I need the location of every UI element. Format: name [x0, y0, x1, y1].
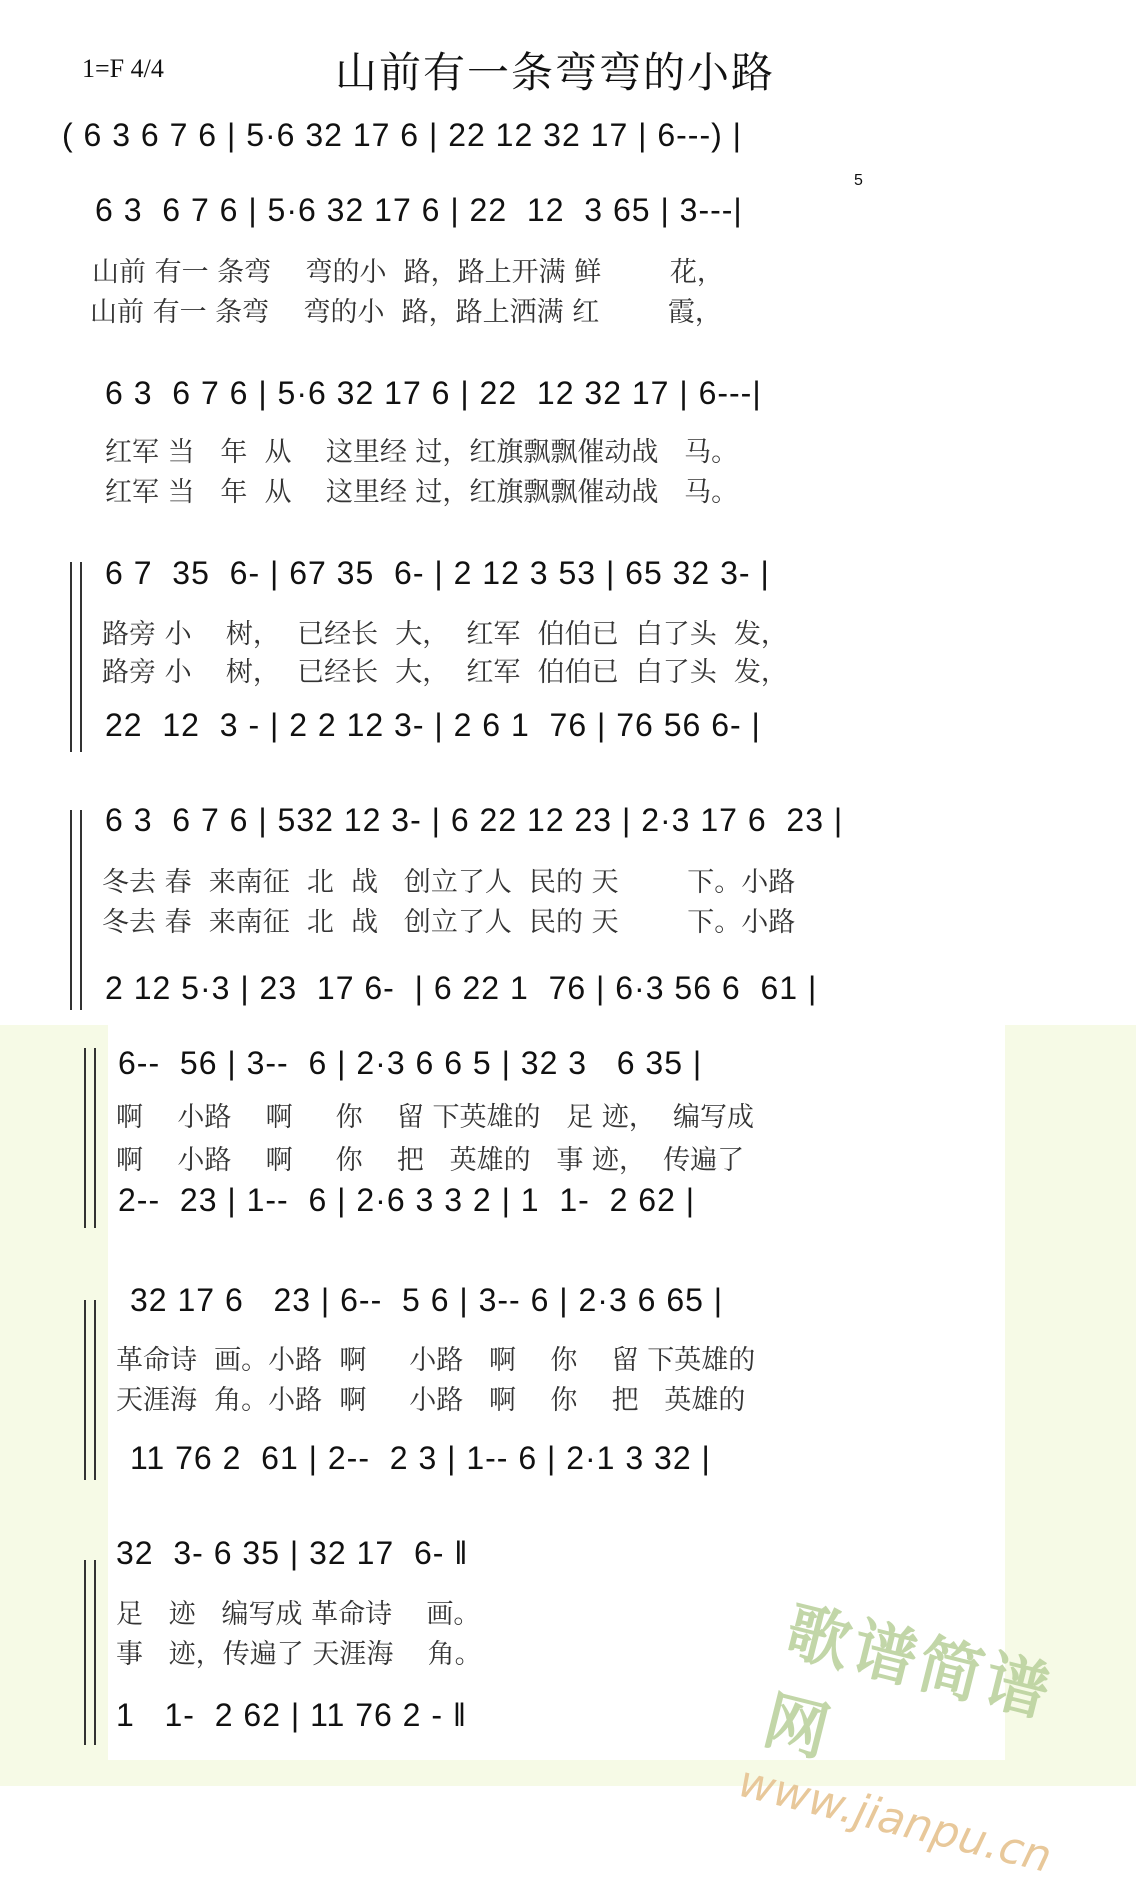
- system-5-lyrics-verse2: 啊 小路 啊 你 把 英雄的 事 迹， 传遍了: [116, 1145, 745, 1176]
- system-6-lyrics-verse2: 天涯海 角。小路 啊 小路 啊 你 把 英雄的: [116, 1385, 746, 1416]
- system-2-lyrics-verse2: 红军 当 年 从 这里经 过，红旗飘飘催动战 马。: [105, 477, 739, 508]
- system-6-lower-notes: 11 76 2 61 | 2-- 2 3 | 1-- 6 | 2·1 3 32 |: [130, 1440, 711, 1476]
- system-7-notes: 32 3- 6 35 | 32 17 6- ‖: [116, 1535, 469, 1571]
- system-1-lyrics-verse1: 山前 有一 条弯 弯的小 路，路上开满 鲜 花，: [92, 257, 724, 288]
- system-3-lower-notes: 22 12 3 - | 2 2 12 3- | 2 6 1 76 | 76 56 6- |: [105, 707, 761, 743]
- key-signature: 1=F 4/4: [82, 54, 164, 83]
- system-2-notes: 6 3 6 7 6 | 5·6 32 17 6 | 22 12 32 17 | 6---|: [105, 375, 762, 411]
- system-4-lower-notes: 2 12 5·3 | 23 17 6- | 6 22 1 76 | 6·3 56 6 61 |: [105, 970, 818, 1006]
- system-7-lower-notes: 1 1- 2 62 | 11 76 2 - ‖: [116, 1697, 468, 1733]
- system-3-notes: 6 7 35 6- | 67 35 6- | 2 12 3 53 | 65 32 3- |: [105, 555, 770, 591]
- system-4-notes: 6 3 6 7 6 | 532 12 3- | 6 22 12 23 | 2·3 17 6 23 |: [105, 802, 844, 838]
- system-6-lyrics-verse1: 革命诗 画。小路 啊 小路 啊 你 留 下英雄的: [116, 1345, 756, 1376]
- system-4-brace: [70, 810, 82, 1010]
- system-3-brace: [70, 562, 82, 752]
- score-header: [0, 40, 1136, 100]
- intro-line: ( 6 3 6 7 6 | 5·6 32 17 6 | 22 12 32 17 | 6---) |: [62, 117, 742, 153]
- system-6-brace: [84, 1300, 96, 1480]
- system-2-lyrics-verse1: 红军 当 年 从 这里经 过，红旗飘飘催动战 马。: [105, 437, 739, 468]
- system-4-lyrics-verse1: 冬去 春 来南征 北 战 创立了人 民的 天 下。小路: [102, 867, 796, 898]
- system-7-lyrics-verse2: 事 迹，传遍了 天涯海 角。: [116, 1639, 482, 1670]
- watermark-url: www.jianpu.cn: [733, 1756, 1057, 1884]
- song-title: 山前有一条弯弯的小路: [335, 48, 776, 97]
- system-3-lyrics-verse2: 路旁 小 树， 已经长 大， 红军 伯伯已 白了头 发，: [102, 657, 788, 688]
- system-7-brace: [84, 1560, 96, 1745]
- system-5-notes: 6-- 56 | 3-- 6 | 2·3 6 6 5 | 32 3 6 35 |: [118, 1045, 703, 1081]
- system-6-notes: 32 17 6 23 | 6-- 5 6 | 3-- 6 | 2·3 6 65 |: [130, 1282, 724, 1318]
- system-5-brace: [84, 1048, 96, 1228]
- watermark-site-name: 歌谱简谱网: [756, 1594, 1061, 1773]
- system-5-lyrics-verse1: 啊 小路 啊 你 留 下英雄的 足 迹， 编写成: [116, 1102, 754, 1133]
- system-4-lyrics-verse2: 冬去 春 来南征 北 战 创立了人 民的 天 下。小路: [102, 907, 796, 938]
- grace-note: 5: [854, 172, 863, 189]
- system-7-lyrics-verse1: 足 迹 编写成 革命诗 画。: [116, 1599, 481, 1630]
- system-3-lyrics-verse1: 路旁 小 树， 已经长 大， 红军 伯伯已 白了头 发，: [102, 619, 788, 650]
- system-5-lower-notes: 2-- 23 | 1-- 6 | 2·6 3 3 2 | 1 1- 2 62 |: [118, 1182, 696, 1218]
- system-1-notes: 6 3 6 7 6 | 5·6 32 17 6 | 22 12 3 65 | 3---|: [95, 192, 743, 228]
- system-1-lyrics-verse2: 山前 有一 条弯 弯的小 路，路上洒满 红 霞，: [90, 297, 722, 328]
